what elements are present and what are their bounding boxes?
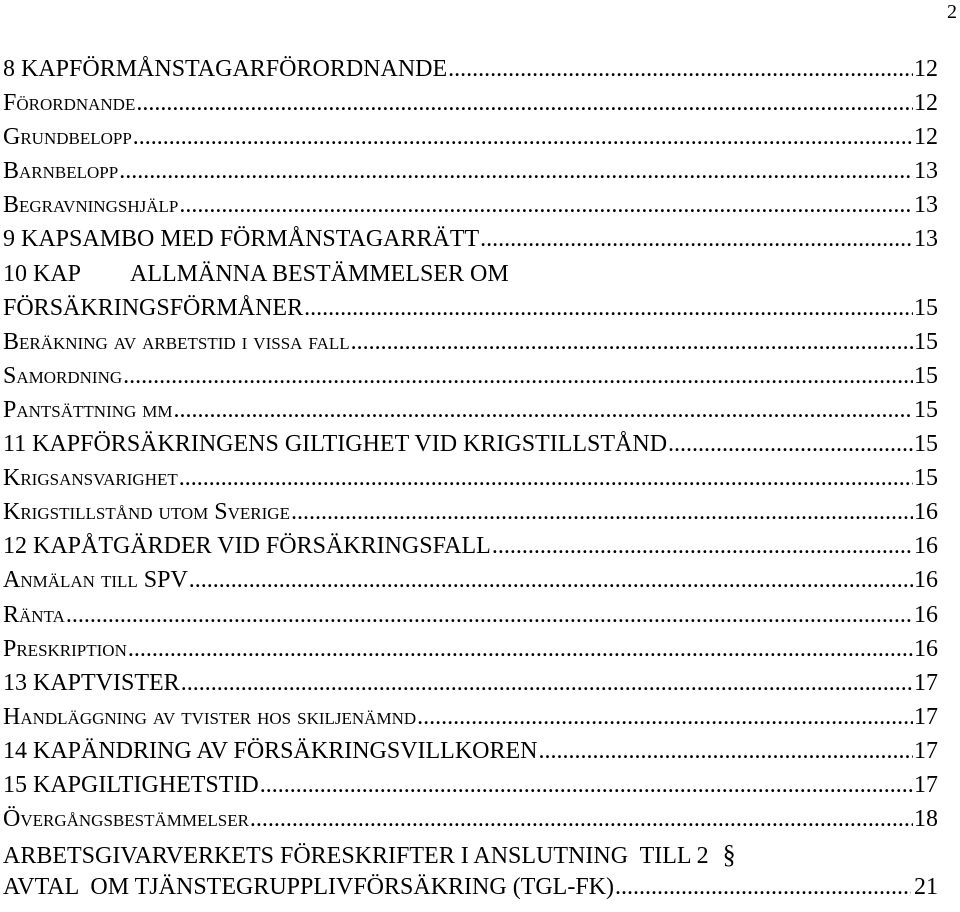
page-number: 2 (947, 1, 957, 23)
toc-page-number: 16 (914, 635, 938, 662)
dot-leader (417, 704, 913, 731)
toc-entry-title: TVISTER (81, 669, 180, 696)
toc-chapter-number: 12 KAP (3, 533, 82, 560)
toc-entry-pantsattning[interactable] (3, 397, 938, 431)
toc-entry-chapter-11[interactable] (3, 431, 938, 465)
toc-entry-title: Förordnande (3, 90, 136, 117)
toc-entry-title: ARBETSGIVARVERKETS FÖRESKRIFTER I ANSLUTNING TILL 2 (3, 843, 709, 870)
dot-leader (181, 670, 913, 697)
toc-page-number: 15 (914, 431, 938, 458)
toc-page-number: 16 (914, 567, 938, 594)
toc-entry-title: Ränta (3, 601, 65, 628)
toc-entry-preskription[interactable] (3, 636, 938, 670)
toc-entry-title: Krigsansvarighet (3, 465, 178, 492)
toc-entry-title: Krigstillstånd utom Sverige (3, 499, 290, 526)
dot-leader (123, 363, 913, 390)
toc-entry-title: SAMBO MED FÖRMÅNSTAGARRÄTT (69, 226, 480, 253)
toc-page-number: 15 (914, 328, 938, 355)
dot-leader (66, 602, 913, 629)
dot-leader (128, 636, 913, 663)
toc-page-number: 15 (914, 396, 938, 423)
toc-page-number: 18 (914, 806, 938, 833)
toc-entry-chapter-13[interactable] (3, 670, 938, 704)
toc-entry-grundbelopp[interactable] (3, 124, 938, 158)
dot-leader (179, 465, 913, 492)
toc-page-number: 15 (914, 465, 938, 492)
toc-chapter-number: 8 KAP (3, 56, 70, 82)
toc-entry-title: Anmälan till SPV (3, 567, 188, 594)
dot-leader (539, 738, 913, 765)
toc-page-number: 12 (914, 124, 938, 151)
toc-page-number: 17 (914, 771, 938, 798)
dot-leader (668, 431, 913, 458)
toc-page-number: 16 (914, 601, 938, 628)
toc-entry-title: Preskription (3, 635, 127, 662)
toc-entry-title: Handläggning av tvister hos skiljenämnd (3, 703, 417, 730)
toc-entry-title: Pantsättning mm (3, 396, 173, 423)
toc-entry-title: Begravningshjälp (3, 192, 179, 219)
toc-chapter-number: 15 KAP (3, 771, 82, 798)
toc-entry-title: FÖRSÄKRINGENS GILTIGHET VID KRIGSTILLSTÅND (80, 431, 668, 458)
toc-entry-anmalan-spv[interactable] (3, 567, 938, 601)
toc-entry-ranta[interactable] (3, 602, 938, 636)
toc-entry-chapter-12[interactable] (3, 533, 938, 567)
toc-entry-forsakringsformaner[interactable] (3, 295, 938, 329)
dot-leader (480, 226, 913, 253)
toc-entry-chapter-15[interactable] (3, 772, 938, 806)
toc-entry-title: Beräkning av arbetstid i vissa fall (3, 328, 350, 355)
dot-leader (136, 90, 913, 117)
toc-entry-title: GILTIGHETSTID (81, 771, 259, 798)
toc-page-number: 12 (914, 90, 938, 117)
dot-leader (133, 124, 913, 151)
toc-entry-title: FÖRSÄKRINGSFÖRMÅNER (3, 294, 304, 321)
toc-entry-title: ÄNDRING AV FÖRSÄKRINGSVILLKOREN (81, 737, 538, 764)
dot-leader (250, 806, 913, 833)
dot-leader (304, 295, 913, 322)
toc-entry-berakning-arbetstid[interactable] (3, 329, 938, 363)
toc-chapter-number: 11 KAP (3, 431, 81, 458)
toc-chapter-number: 9 KAP (3, 226, 70, 253)
toc-page-number: 13 (914, 226, 938, 253)
toc-page-number: 15 (914, 362, 938, 389)
toc-entry-overgangsbestammelser[interactable] (3, 806, 938, 840)
table-of-contents (3, 56, 938, 908)
dot-leader (448, 56, 913, 83)
toc-page-number: 15 (914, 294, 938, 321)
toc-page-number: 16 (914, 533, 938, 560)
toc-page-number: 16 (914, 499, 938, 526)
toc-entry-title: Grundbelopp (3, 124, 132, 151)
toc-entry-begravningshjalp[interactable] (3, 192, 938, 226)
toc-chapter-number: 14 KAP (3, 737, 82, 764)
toc-entry-chapter-9[interactable] (3, 226, 938, 260)
toc-entry-title: ÅTGÄRDER VID FÖRSÄKRINGSFALL (81, 533, 491, 560)
toc-chapter-number: 10 KAP (3, 260, 82, 287)
toc-entry-title: ALLMÄNNA BESTÄMMELSER OM (130, 260, 509, 287)
dot-leader (291, 499, 913, 526)
toc-entry-barnbelopp[interactable] (3, 158, 938, 192)
toc-page-number: 13 (914, 192, 938, 219)
toc-entry-krigsansvarighet[interactable] (3, 465, 938, 499)
toc-entry-chapter-14[interactable] (3, 738, 938, 772)
toc-entry-title: Barnbelopp (3, 158, 119, 185)
dot-leader (492, 533, 913, 560)
toc-entry-samordning[interactable] (3, 363, 938, 397)
toc-entry-chapter-10[interactable] (3, 261, 938, 295)
section-sign-mark: § (722, 840, 736, 870)
dot-leader (174, 397, 913, 424)
toc-entry-krigstillstand-utom-sverige[interactable] (3, 499, 938, 533)
toc-entry-title: FÖRMÅNSTAGARFÖRORDNANDE (69, 56, 448, 82)
toc-page-number: 13 (914, 158, 938, 185)
toc-entry-handlaggning-tvister[interactable] (3, 704, 938, 738)
toc-page-number: 21 (914, 874, 938, 901)
toc-page-number: 17 (914, 703, 938, 730)
toc-entry-title: Övergångsbestämmelser (3, 806, 249, 833)
toc-entry-title: AVTAL OM TJÄNSTEGRUPPLIVFÖRSÄKRING (TGL-FK) (3, 874, 615, 901)
toc-page-number: 12 (914, 56, 938, 82)
toc-entry-chapter-8[interactable] (3, 56, 938, 90)
toc-entry-avtal-tgl-fk[interactable] (3, 874, 938, 908)
dot-leader (189, 567, 913, 594)
toc-page-number: 17 (914, 737, 938, 764)
dot-leader (179, 192, 913, 219)
dot-leader (351, 329, 913, 356)
toc-entry-forordnande[interactable] (3, 90, 938, 124)
dot-leader (119, 158, 913, 185)
dot-leader (260, 772, 913, 799)
dot-leader (615, 874, 911, 901)
toc-chapter-number: 13 KAP (3, 669, 82, 696)
toc-page-number: 17 (914, 669, 938, 696)
toc-entry-arbetsgivarverkets-foreskrifter[interactable] (3, 840, 938, 874)
toc-entry-title: Samordning (3, 362, 123, 389)
